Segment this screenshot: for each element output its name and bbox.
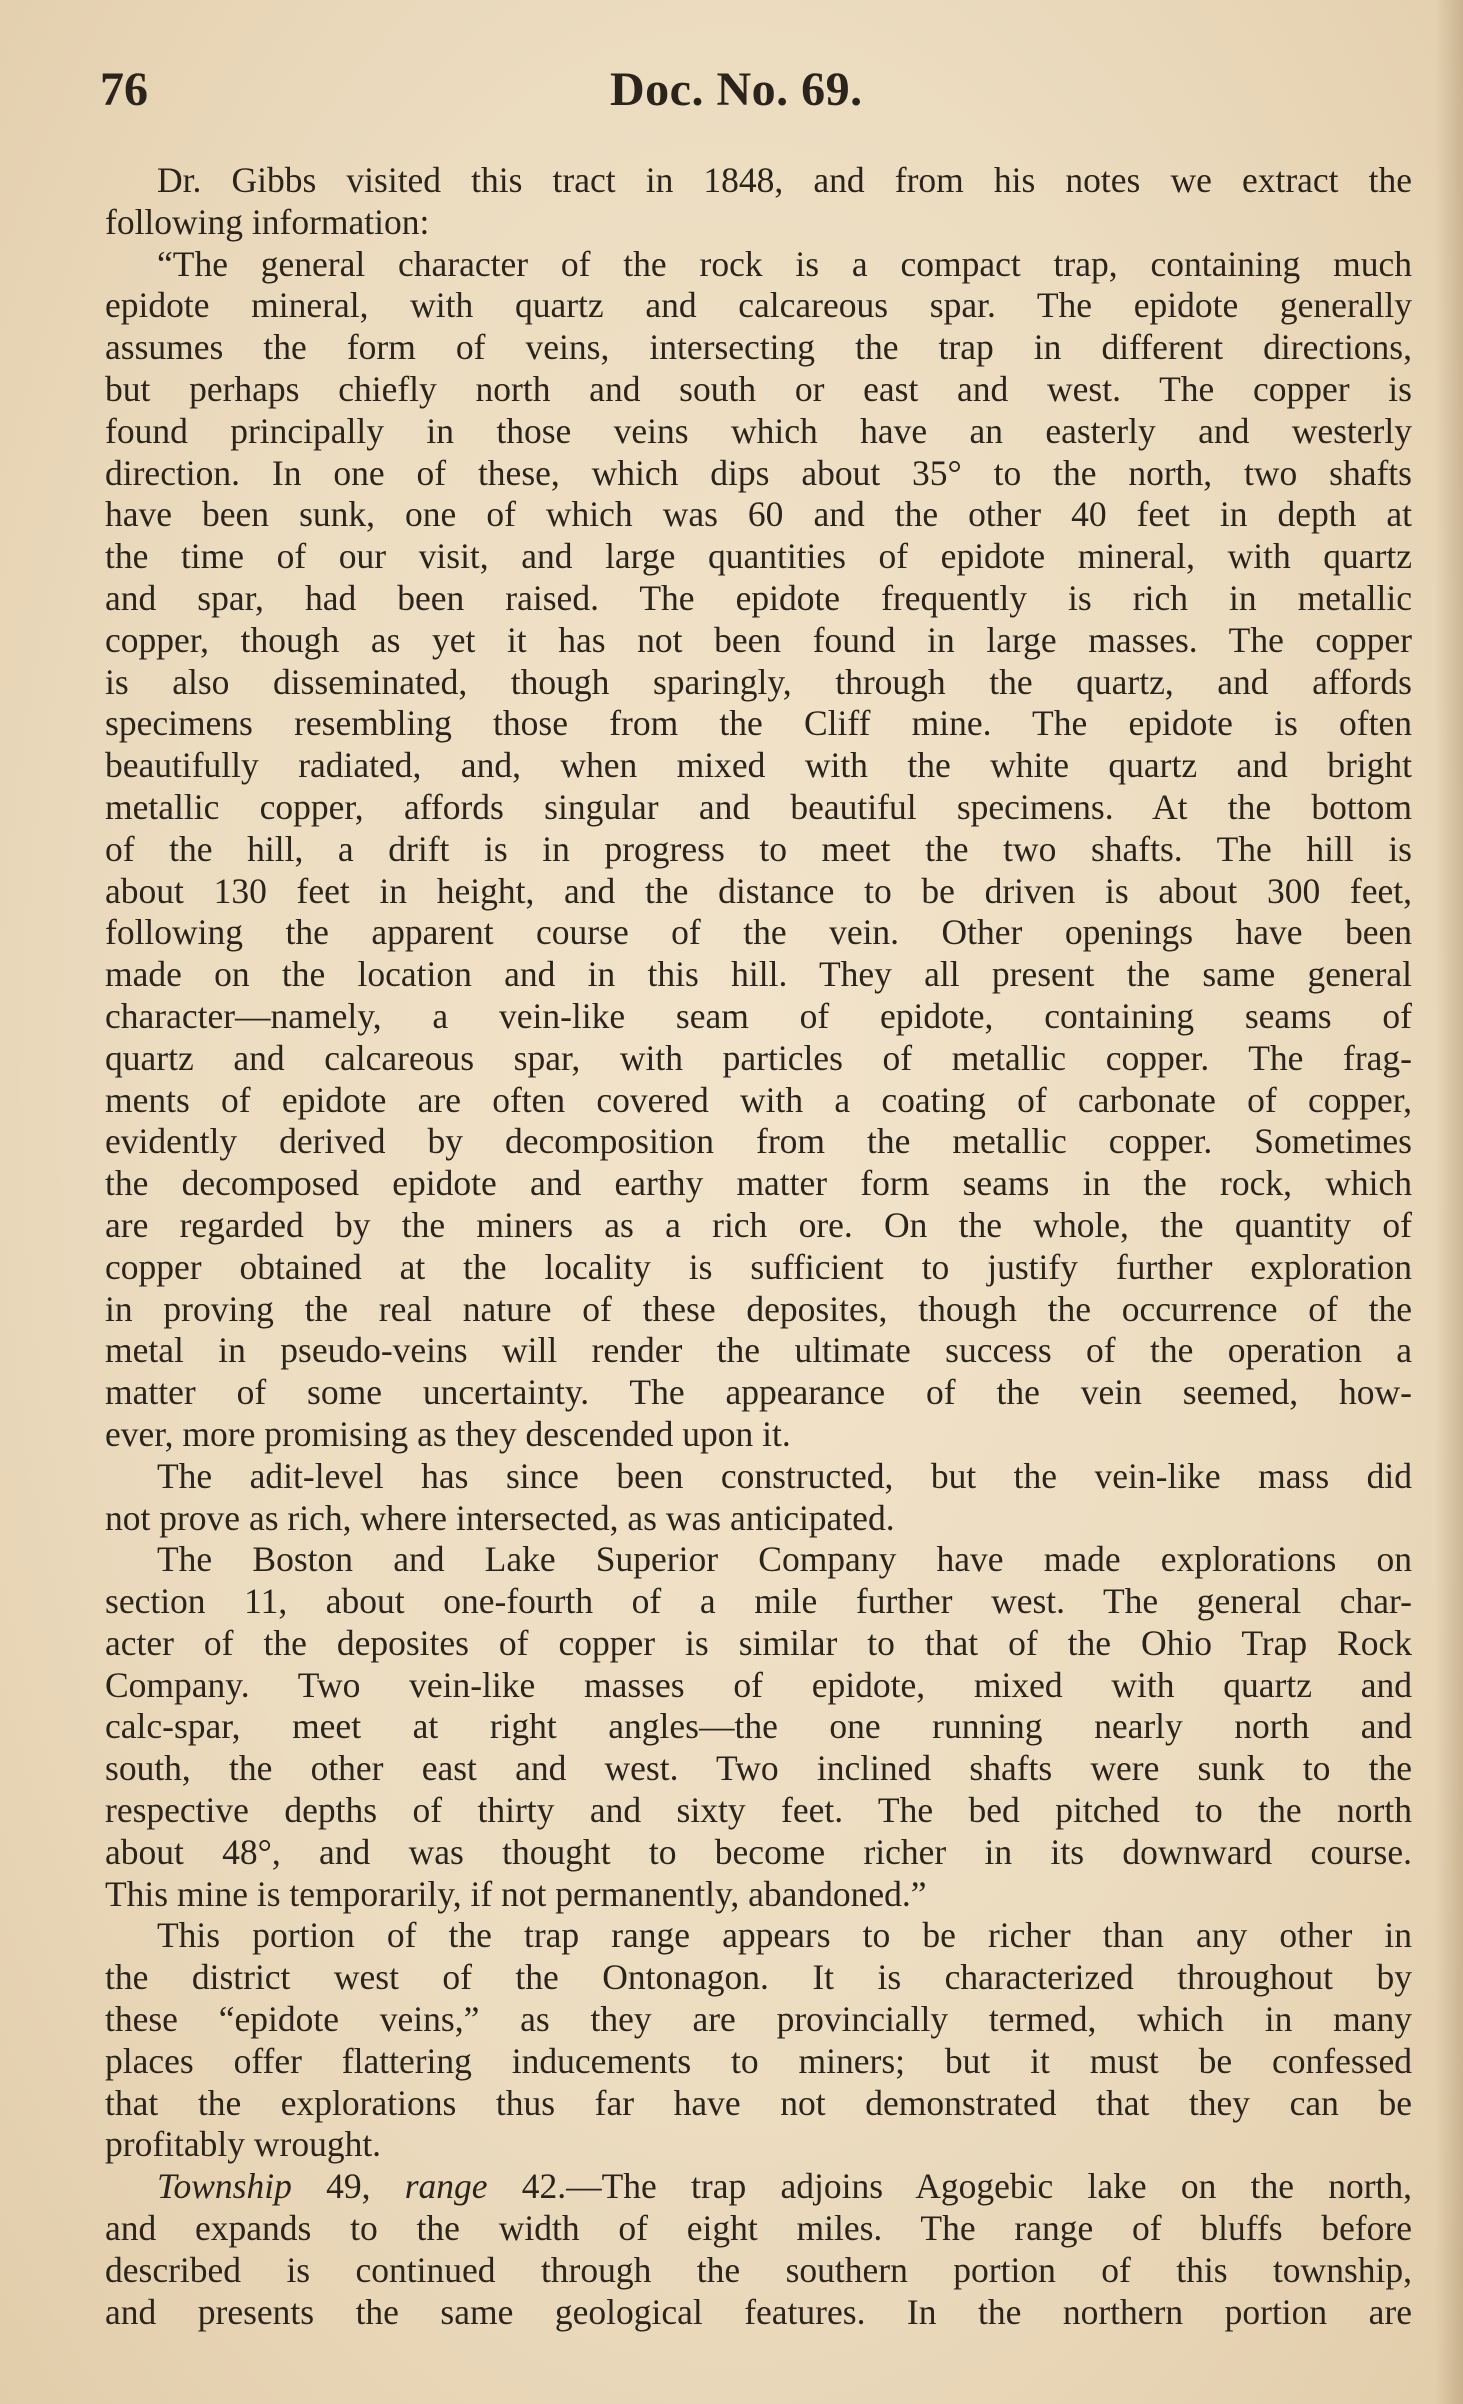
text-line: that the explorations thus far have not demonstrated that they can be bbox=[105, 2082, 1412, 2123]
text-line: ever, more promising as they descended upon it. bbox=[105, 1413, 791, 1454]
text-line: the decomposed epidote and earthy matter form seams in the rock, which bbox=[105, 1163, 1412, 1204]
text-line: direction. In one of these, which dips about 35° to the north, two shafts bbox=[105, 452, 1412, 493]
text-line: Dr. Gibbs visited this tract in 1848, and from his notes we extract the bbox=[157, 160, 1412, 200]
text-line: but perhaps chiefly north and south or east and west. The copper is bbox=[105, 368, 1412, 409]
text-line: following information: bbox=[105, 201, 430, 242]
text-line: are regarded by the miners as a rich ore. On the whole, the quantity of bbox=[105, 1204, 1412, 1245]
text-line: This mine is temporarily, if not permanently, abandoned.” bbox=[105, 1873, 927, 1914]
text-line: This portion of the trap range appears to be richer than any other in bbox=[157, 1915, 1412, 1956]
text-line: ments of epidote are often covered with a coating of carbonate of copper, bbox=[105, 1079, 1412, 1120]
text-line: of the hill, a drift is in progress to meet the two shafts. The hill is bbox=[105, 828, 1412, 869]
text-line: acter of the deposites of copper is similar to that of the Ohio Trap Rock bbox=[105, 1622, 1412, 1663]
text-line: metal in pseudo-veins will render the ultimate success of the operation a bbox=[105, 1330, 1412, 1371]
text-line: specimens resembling those from the Cliff mine. The epidote is often bbox=[105, 703, 1412, 744]
text-line: made on the location and in this hill. They all present the same general bbox=[105, 954, 1412, 995]
text-line: Company. Two vein-like masses of epidote, mixed with quartz and bbox=[105, 1664, 1412, 1705]
township-line-segment: range bbox=[404, 2166, 488, 2207]
page-number: 76 bbox=[100, 63, 148, 116]
text-line: is also disseminated, though sparingly, through the quartz, and affords bbox=[105, 661, 1412, 702]
text-line: these “epidote veins,” as they are provincially termed, which in many bbox=[105, 1999, 1412, 2040]
text-line: have been sunk, one of which was 60 and the other 40 feet in depth at bbox=[105, 494, 1412, 535]
text-line: found principally in those veins which have an easterly and westerly bbox=[105, 410, 1412, 451]
text-line: and presents the same geological features. In the northern portion are bbox=[105, 2291, 1412, 2332]
text-line: metallic copper, affords singular and beautiful specimens. At the bottom bbox=[105, 786, 1412, 827]
text-line: assumes the form of veins, intersecting the trap in different directions, bbox=[105, 327, 1412, 368]
text-line: in proving the real nature of these deposites, though the occurrence of the bbox=[105, 1288, 1412, 1329]
township-line-segment: Township bbox=[157, 2166, 292, 2207]
text-line: respective depths of thirty and sixty feet. The bed pitched to the north bbox=[105, 1790, 1412, 1831]
text-line: and expands to the width of eight miles. The range of bluffs before bbox=[105, 2208, 1412, 2249]
text-line: matter of some uncertainty. The appearance of the vein seemed, how- bbox=[105, 1372, 1412, 1413]
text-line: not prove as rich, where intersected, as was anticipated. bbox=[105, 1497, 895, 1538]
text-line: about 48°, and was thought to become richer in its downward course. bbox=[105, 1831, 1412, 1872]
text-line bbox=[105, 2166, 1412, 2208]
text-line: beautifully radiated, and, when mixed with the white quartz and bright bbox=[105, 745, 1412, 786]
page-edge-shadow bbox=[1435, 0, 1463, 2404]
text-line: following the apparent course of the vein. Other openings have been bbox=[105, 912, 1412, 953]
text-line: the district west of the Ontonagon. It is characterized throughout by bbox=[105, 1957, 1412, 1998]
township-line-segment: 49, bbox=[291, 2166, 405, 2207]
text-line: “The general character of the rock is a compact trap, containing much bbox=[157, 243, 1412, 284]
text-line: section 11, about one-fourth of a mile further west. The general char- bbox=[105, 1581, 1412, 1622]
text-line: calc-spar, meet at right angles—the one running nearly north and bbox=[105, 1706, 1412, 1747]
text-line: The adit-level has since been constructed, but the vein-like mass did bbox=[157, 1455, 1412, 1496]
text-line: and spar, had been raised. The epidote frequently is rich in metallic bbox=[105, 577, 1412, 618]
text-line: places offer flattering inducements to miners; but it must be confessed bbox=[105, 2040, 1412, 2081]
text-line: The Boston and Lake Superior Company have made explorations on bbox=[157, 1539, 1412, 1580]
text-line: south, the other east and west. Two inclined shafts were sunk to the bbox=[105, 1748, 1412, 1789]
document-title: Doc. No. 69. bbox=[610, 63, 863, 116]
text-line: evidently derived by decomposition from the metallic copper. Sometimes bbox=[105, 1121, 1412, 1162]
page-header bbox=[100, 62, 1412, 132]
text-line: described is continued through the southern portion of this township, bbox=[105, 2249, 1412, 2290]
text-line: copper, though as yet it has not been found in large masses. The copper bbox=[105, 619, 1412, 660]
township-line-segment: 42.—The trap adjoins Agogebic lake on the north, bbox=[487, 2166, 1412, 2207]
body-text bbox=[105, 160, 1412, 2333]
text-line: character—namely, a vein-like seam of epidote, containing seams of bbox=[105, 995, 1412, 1036]
text-line: about 130 feet in height, and the distance to be driven is about 300 feet, bbox=[105, 870, 1412, 911]
text-line: the time of our visit, and large quantities of epidote mineral, with quartz bbox=[105, 536, 1412, 577]
text-line: quartz and calcareous spar, with particles of metallic copper. The frag- bbox=[105, 1037, 1412, 1078]
text-line: profitably wrought. bbox=[105, 2124, 382, 2165]
text-line: copper obtained at the locality is sufficient to justify further exploration bbox=[105, 1246, 1412, 1287]
text-line: epidote mineral, with quartz and calcareous spar. The epidote generally bbox=[105, 285, 1412, 326]
